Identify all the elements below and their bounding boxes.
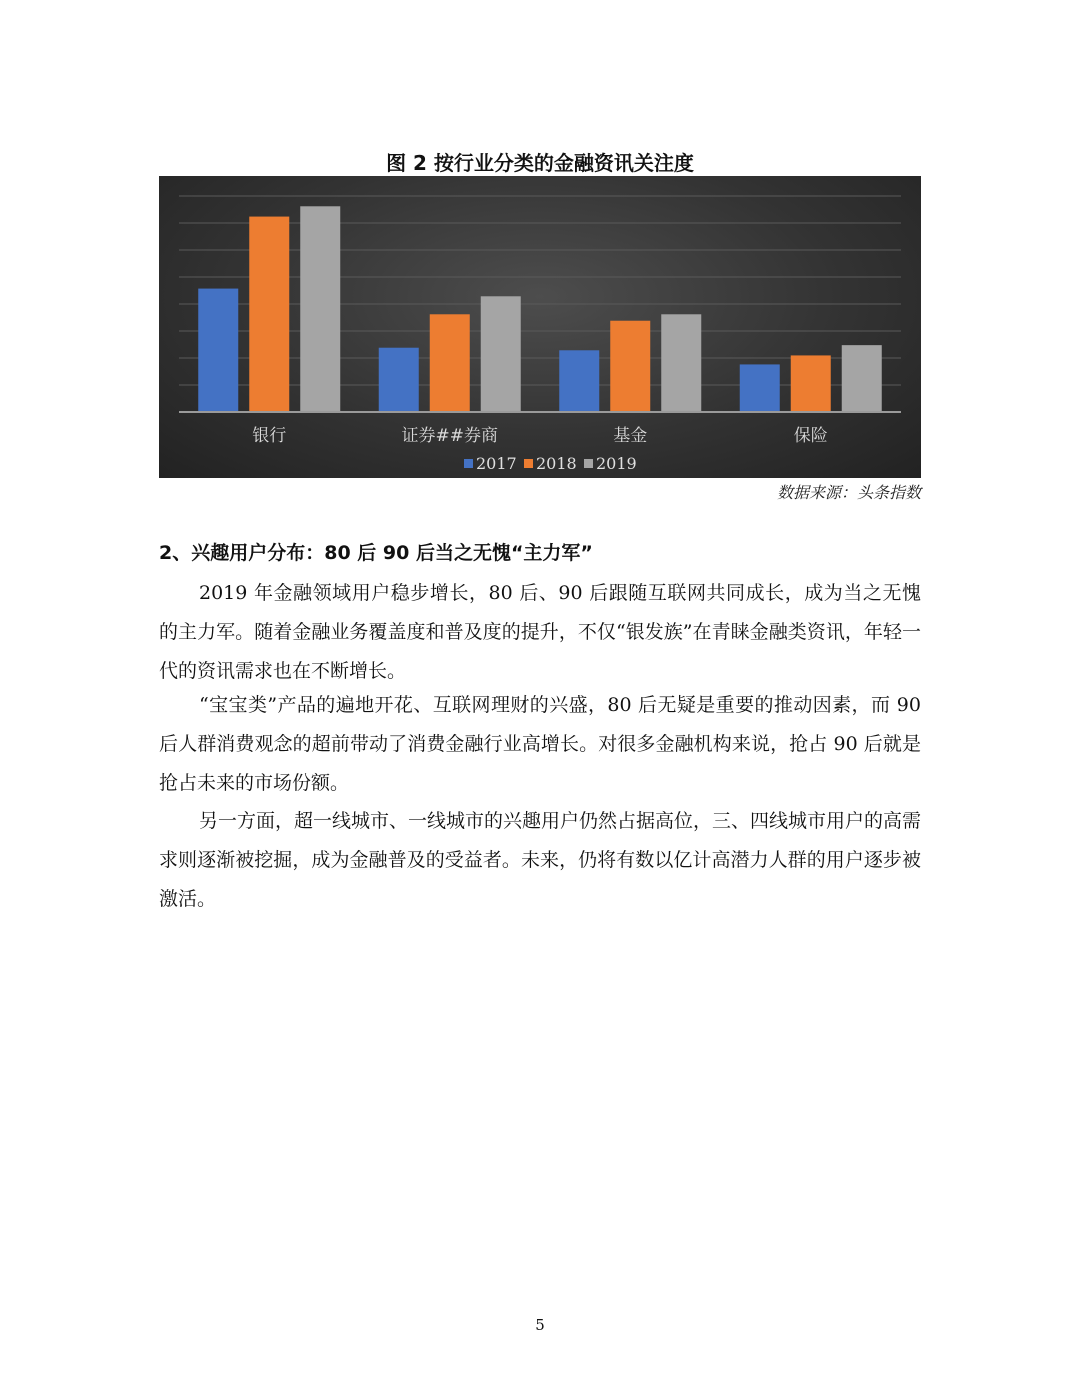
bar-2017-1 [379, 348, 419, 412]
legend-label-2019: 2019 [596, 454, 637, 473]
bar-2018-2 [610, 321, 650, 412]
bar-2019-1 [481, 296, 521, 412]
category-label: 证券##券商 [401, 426, 498, 446]
category-label: 基金 [613, 426, 648, 446]
paragraph-2: “宝宝类”产品的遍地开花、互联网理财的兴盛，80 后无疑是重要的推动因素，而 90 后人群消费观念的超前带动了消费金融行业高增长。对很多金融机构来说，抢占 90 后就是抢占未来的市场份额。 [159, 694, 921, 794]
bar-chart [159, 176, 921, 478]
bar-2017-2 [559, 350, 599, 412]
paragraph-3: 另一方面，超一线城市、一线城市的兴趣用户仍然占据高位，三、四线城市用户的高需求则逐渐被挖掘，成为金融普及的受益者。未来，仍将有数以亿计高潜力人群的用户逐步被激活。 [159, 810, 922, 910]
category-label: 保险 [793, 426, 828, 446]
bar-2018-1 [430, 314, 470, 412]
source-note: 数据来源：头条指数 [776, 483, 921, 502]
bar-2017-3 [740, 364, 780, 412]
legend-swatch-2018 [524, 459, 533, 468]
bar-2019-2 [661, 314, 701, 412]
legend-label-2017: 2017 [476, 454, 517, 473]
legend-label-2018: 2018 [536, 454, 577, 473]
paragraph-1: 2019 年金融领域用户稳步增长，80 后、90 后跟随互联网共同成长，成为当之无愧的主力军。随着金融业务覆盖度和普及度的提升，不仅“银发族”在青睐金融类资讯，年轻一代的资讯需求也在不断增长。 [159, 582, 921, 682]
figure-title: 图 2 按行业分类的金融资讯关注度 [386, 151, 694, 175]
bar-2019-0 [300, 206, 340, 412]
section-heading: 2、兴趣用户分布：80 后 90 后当之无愧“主力军” [159, 542, 593, 564]
bar-2018-0 [249, 217, 289, 412]
legend-swatch-2017 [464, 459, 473, 468]
bar-2017-0 [198, 289, 238, 412]
legend-swatch-2019 [584, 459, 593, 468]
page-number: 5 [535, 1316, 545, 1334]
category-label: 银行 [252, 426, 287, 446]
bar-2018-3 [791, 355, 831, 412]
chart-svg [159, 176, 921, 478]
bar-2019-3 [842, 345, 882, 412]
